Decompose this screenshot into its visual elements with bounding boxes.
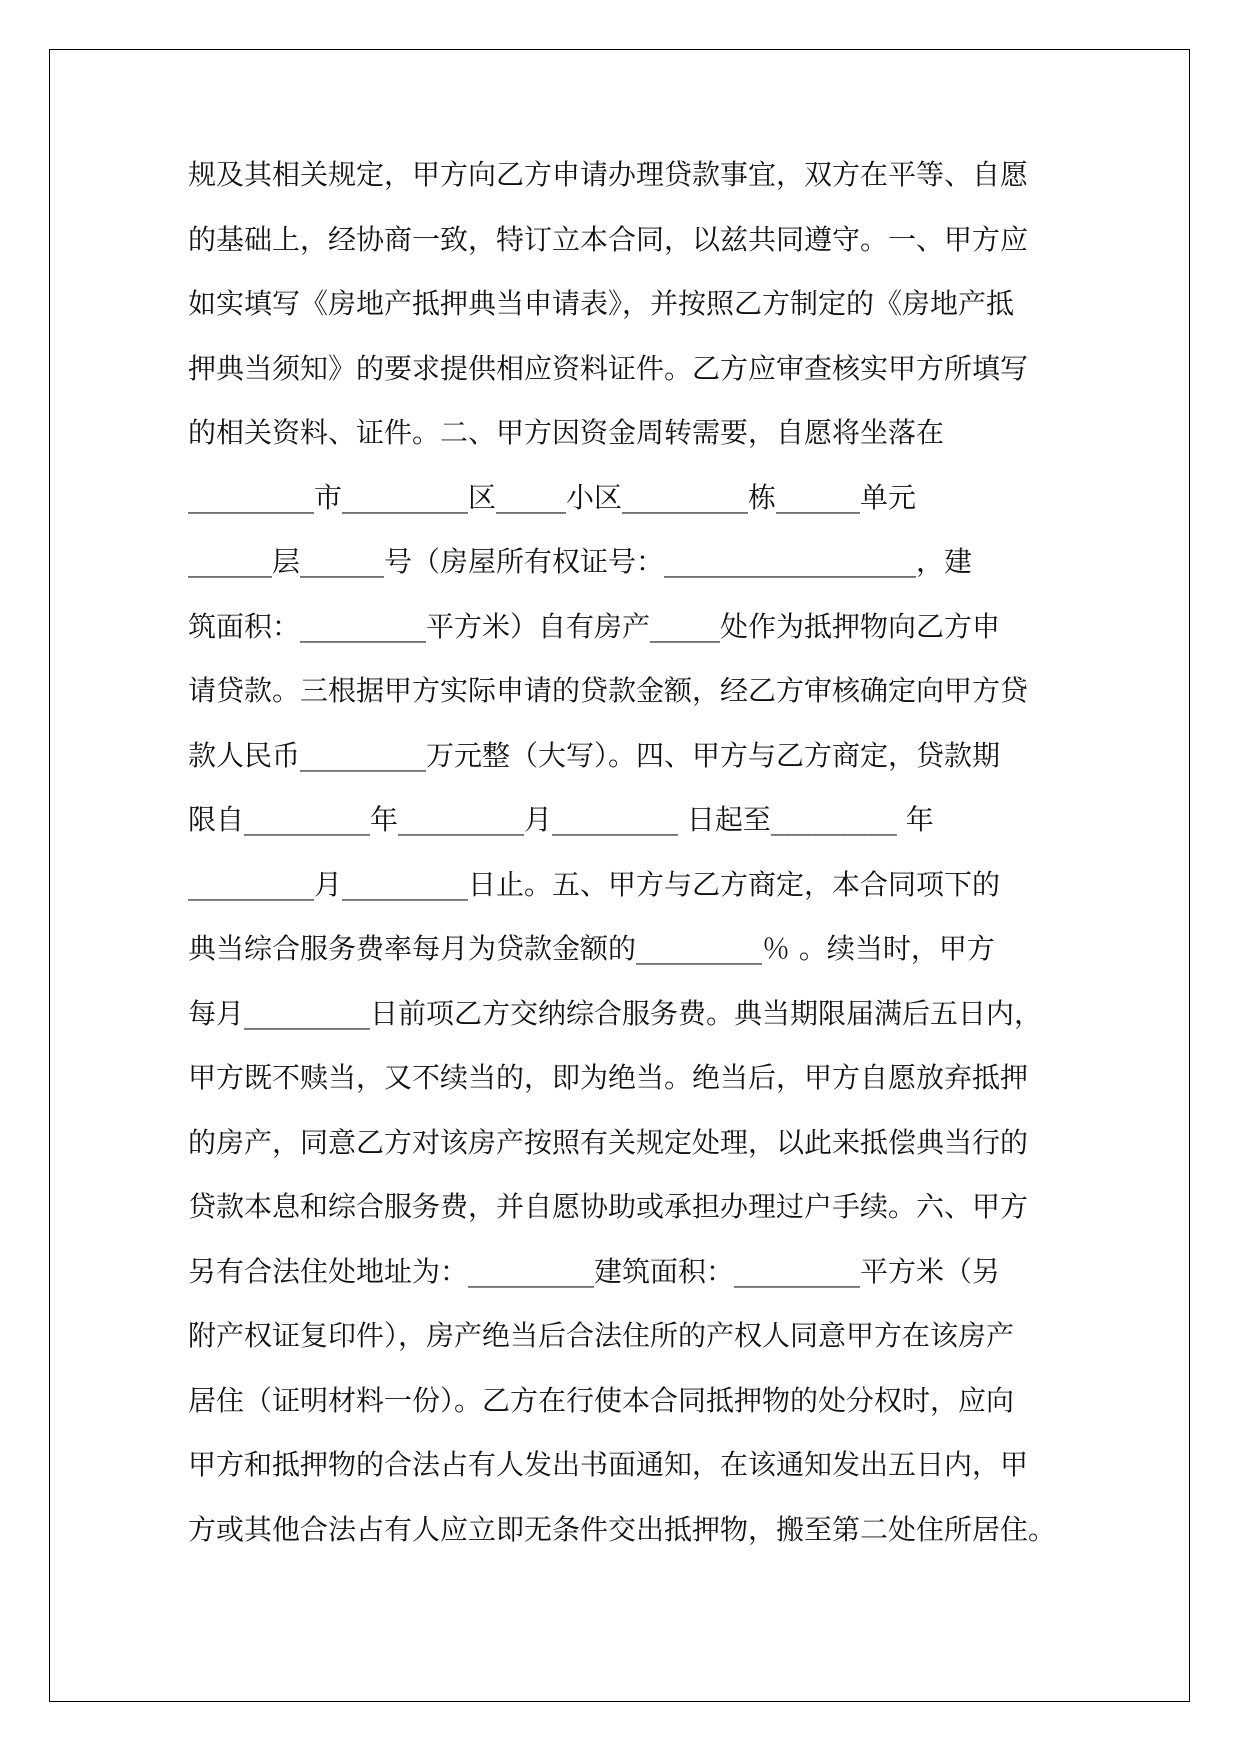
contract-body-text [188, 155, 1068, 1574]
text-line: 甲方和抵押物的合法占有人发出书面通知，在该通知发出五日内，甲 [188, 1448, 1029, 1481]
text-line: 的相关资料、证件。二、甲方因资金周转需要，自愿将坐落在 [188, 416, 945, 449]
text-line: 规及其相关规定，甲方向乙方申请办理贷款事宜，双方在平等、自愿 [188, 158, 1029, 191]
text-line: 如实填写《房地产抵押典当申请表》，并按照乙方制定的《房地产抵 [188, 287, 1015, 320]
text-line: 另有合法住处地址为：_________建筑面积：_________平方米（另 [188, 1254, 1001, 1288]
text-line: _________市_________区_____小区_________栋______单元 [188, 480, 917, 514]
text-line: 押典当须知》的要求提供相应资料证件。乙方应审查核实甲方所填写 [188, 351, 1029, 385]
text-line: 请贷款。三根据甲方实际申请的贷款金额，经乙方审核确定向甲方贷 [188, 674, 1029, 707]
text-line: 居住（证明材料一份）。乙方在行使本合同抵押物的处分权时，应向 [188, 1383, 1015, 1417]
text-line: 的房产，同意乙方对该房产按照有关规定处理，以此来抵偿典当行的 [188, 1125, 1029, 1159]
text-line: 的基础上，经协商一致，特订立本合同，以兹共同遵守。一、甲方应 [188, 222, 1029, 256]
text-line: 每月_________日前项乙方交纳综合服务费。典当期限届满后五日内， [188, 996, 1043, 1030]
text-line: 限自_________年_________月_________ 日起至_________ 年 [188, 803, 934, 836]
text-line: 筑面积：_________平方米）自有房产_____处作为抵押物向乙方申 [188, 609, 1001, 643]
text-line: _________月_________日止。五、甲方与乙方商定，本合同项下的 [188, 867, 1001, 901]
text-line: 贷款本息和综合服务费，并自愿协助或承担办理过户手续。六、甲方 [188, 1190, 1029, 1223]
text-line: ______层______号（房屋所有权证号：__________________，建 [188, 545, 973, 578]
text-line: 典当综合服务费率每月为贷款金额的_________％ 。续当时，甲方 [188, 932, 995, 965]
text-line: 款人民币_________万元整（大写）。四、甲方与乙方商定，贷款期 [188, 738, 1001, 772]
text-line: 附产权证复印件），房产绝当后合法住所的产权人同意甲方在该房产 [188, 1319, 1015, 1352]
text-line: 方或其他合法占有人应立即无条件交出抵押物，搬至第二处住所居住。 [188, 1512, 1057, 1546]
text-line: 甲方既不赎当，又不续当的，即为绝当。绝当后，甲方自愿放弃抵押 [188, 1061, 1029, 1094]
